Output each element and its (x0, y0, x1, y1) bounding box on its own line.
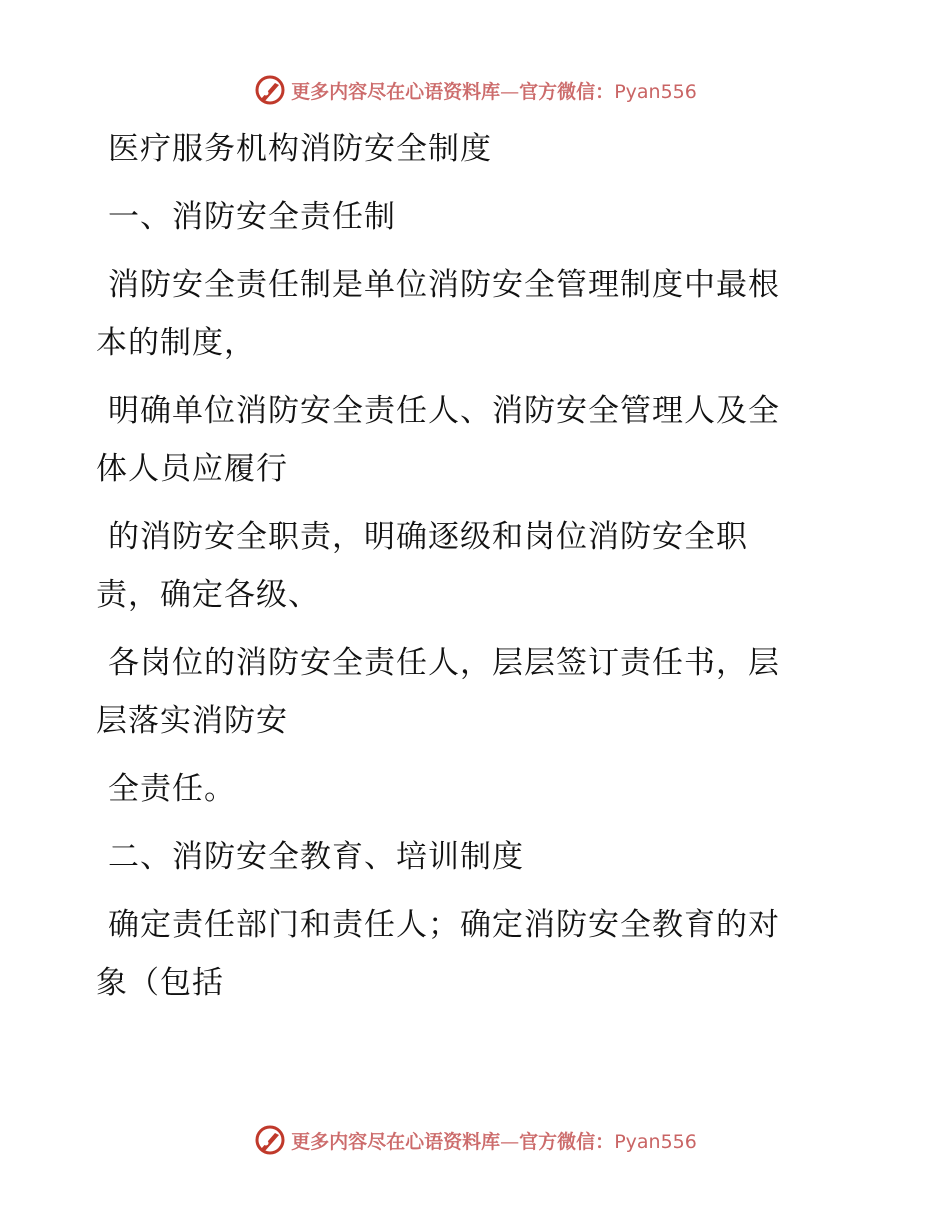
banner-site-text: 更多内容尽在心语资料库 (291, 80, 501, 103)
document-line: 的消防安全职责，明确逐级和岗位消防安全职 (108, 519, 748, 555)
banner-contact-id: Pyan556 (614, 80, 697, 103)
document-line: 明确单位消防安全责任人、消防安全管理人及全 (108, 393, 780, 429)
document-line: 体人员应履行 (96, 451, 288, 487)
header-banner (0, 68, 950, 112)
banner-dash: — (500, 1130, 520, 1153)
banner-text (291, 1127, 697, 1154)
document-body (96, 120, 836, 1012)
document-line: 象（包括 (96, 965, 224, 1001)
document-line: 各岗位的消防安全责任人，层层签订责任书，层 (108, 645, 780, 681)
document-line: 层落实消防安 (96, 703, 288, 739)
banner-dash: — (500, 80, 520, 103)
document-line: 确定责任部门和责任人；确定消防安全教育的对 (108, 907, 780, 943)
pen-logo-icon (253, 73, 287, 107)
banner-site-text: 更多内容尽在心语资料库 (291, 1130, 501, 1153)
footer-banner (0, 1118, 950, 1162)
document-line: 医疗服务机构消防安全制度 (108, 131, 492, 167)
banner-text (291, 77, 697, 104)
banner-contact-label: 官方微信： (519, 1130, 615, 1153)
banner-contact-id: Pyan556 (614, 1130, 697, 1153)
document-line: 全责任。 (108, 771, 236, 807)
pen-logo-icon (253, 1123, 287, 1157)
banner-contact-label: 官方微信： (519, 80, 615, 103)
document-line: 责，确定各级、 (96, 577, 320, 613)
document-line: 消防安全责任制是单位消防安全管理制度中最根 (108, 267, 780, 303)
document-line: 一、消防安全责任制 (108, 199, 396, 235)
document-line: 二、消防安全教育、培训制度 (108, 839, 524, 875)
document-line: 本的制度， (96, 325, 256, 361)
